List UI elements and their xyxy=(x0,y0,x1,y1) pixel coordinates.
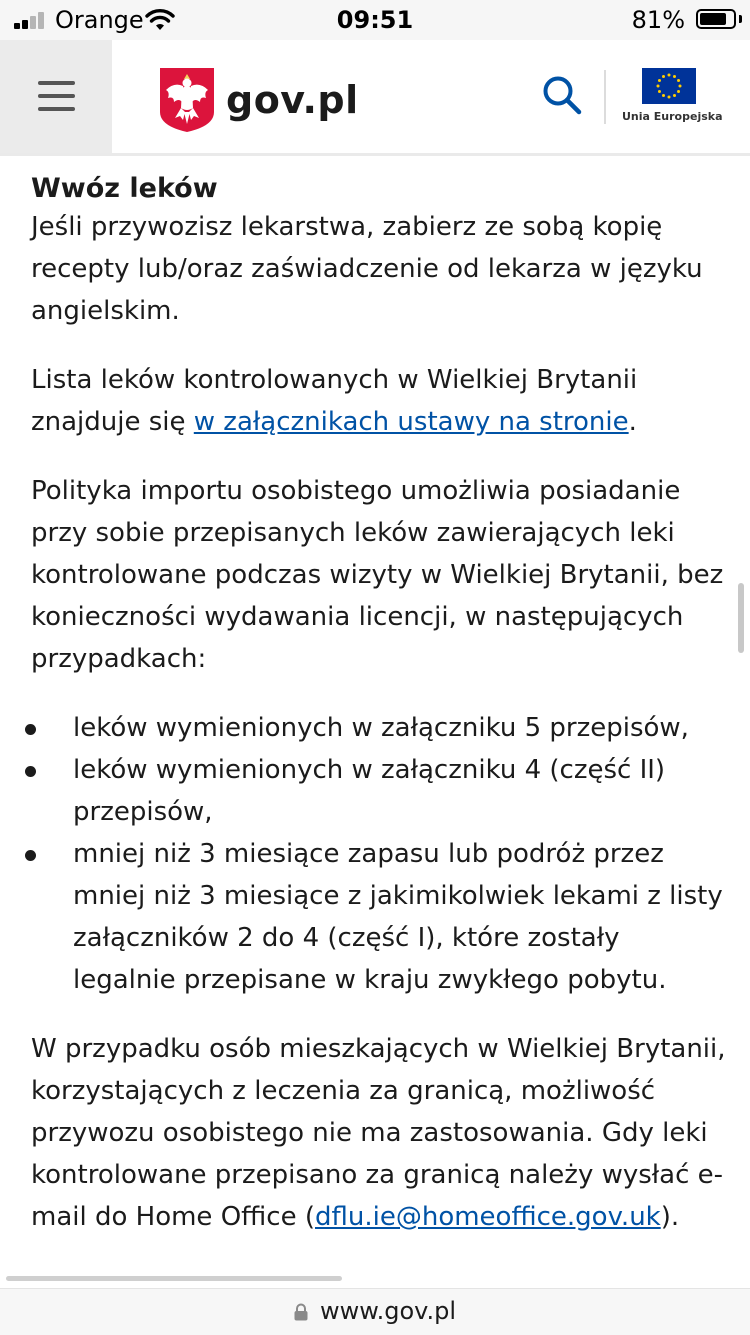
menu-button[interactable] xyxy=(0,40,112,153)
vertical-scrollbar[interactable] xyxy=(738,583,744,653)
menu-icon-bar xyxy=(38,107,75,111)
eu-star xyxy=(662,94,665,97)
url-display[interactable] xyxy=(0,1297,750,1325)
bullet-list xyxy=(31,707,726,1001)
eu-star xyxy=(679,85,682,88)
paragraph-text: Lista leków kontrolowanych w Wielkiej Brytanii znajduje się xyxy=(31,365,638,437)
eu-flag-icon xyxy=(642,68,696,104)
eu-star xyxy=(658,90,661,93)
url-text: www.gov.pl xyxy=(319,1297,457,1325)
eu-star xyxy=(673,94,676,97)
eu-star xyxy=(677,79,680,82)
battery-tip xyxy=(739,15,742,23)
status-bar xyxy=(0,0,750,40)
battery-icon xyxy=(696,9,736,29)
eu-star xyxy=(677,90,680,93)
email-link[interactable]: dflu.ie@homeoffice.gov.uk xyxy=(315,1202,661,1232)
list-item: leków wymienionych w załączniku 5 przepisów, xyxy=(31,707,726,749)
eu-star xyxy=(668,74,671,77)
gov-pl-logo[interactable] xyxy=(160,68,359,132)
eu-star xyxy=(658,79,661,82)
paragraph-text: . xyxy=(628,407,637,437)
paragraph-text: W przypadku osób mieszkających w Wielkiej Brytanii, korzystających z leczenia za granicą, możliwość przywozu osobistego nie ma zastosowania. Gdy leki kontrolowane przepisano za granicą należy wysłać e-mail do Home Office ( xyxy=(31,1034,726,1232)
article-content xyxy=(31,172,726,1265)
eu-star xyxy=(662,75,665,78)
menu-icon xyxy=(38,81,75,85)
eu-star xyxy=(668,96,671,99)
battery-percentage: 81% xyxy=(631,6,685,34)
polish-eagle-emblem-icon xyxy=(160,68,214,132)
list-item: mniej niż 3 miesiące zapasu lub podróż przez mniej niż 3 miesiące z jakimikolwiek lekami z listy załączników 2 do 4 (część I), które zostały legalnie przepisane w kraju zwykłego pobytu. xyxy=(31,833,726,1001)
horizontal-scrollbar[interactable] xyxy=(6,1276,342,1281)
eu-label: Unia Europejska xyxy=(622,110,723,123)
list-item: leków wymienionych w załączniku 4 (część II) przepisów, xyxy=(31,749,726,833)
eu-star xyxy=(673,75,676,78)
lock-icon xyxy=(294,1303,308,1321)
paragraph: Jeśli przywozisz lekarstwa, zabierz ze sobą kopię recepty lub/oraz zaświadczenie od lekarza w języku angielskim. xyxy=(31,212,703,326)
site-header xyxy=(0,40,750,153)
browser-address-bar[interactable] xyxy=(0,1288,750,1335)
eu-badge[interactable] xyxy=(622,68,723,123)
paragraph: Polityka importu osobistego umożliwia posiadanie przy sobie przepisanych leków zawierających leki kontrolowane podczas wizyty w Wielkiej Brytanii, bez konieczności wydawania licencji, w następujących przypadkach: xyxy=(31,476,724,674)
logo-text: gov.pl xyxy=(226,78,359,122)
status-time: 09:51 xyxy=(336,6,414,34)
menu-icon-bar xyxy=(38,94,75,98)
paragraph xyxy=(31,359,726,443)
paragraph-text: ). xyxy=(660,1202,680,1232)
header-divider xyxy=(604,70,606,124)
eu-star xyxy=(657,85,660,88)
search-icon[interactable] xyxy=(541,74,583,116)
carrier-name: Orange xyxy=(55,6,144,34)
paragraph xyxy=(31,1028,726,1238)
section-heading: Wwóz leków xyxy=(31,173,218,204)
law-annex-link[interactable]: w załącznikach ustawy na stronie xyxy=(193,407,629,437)
